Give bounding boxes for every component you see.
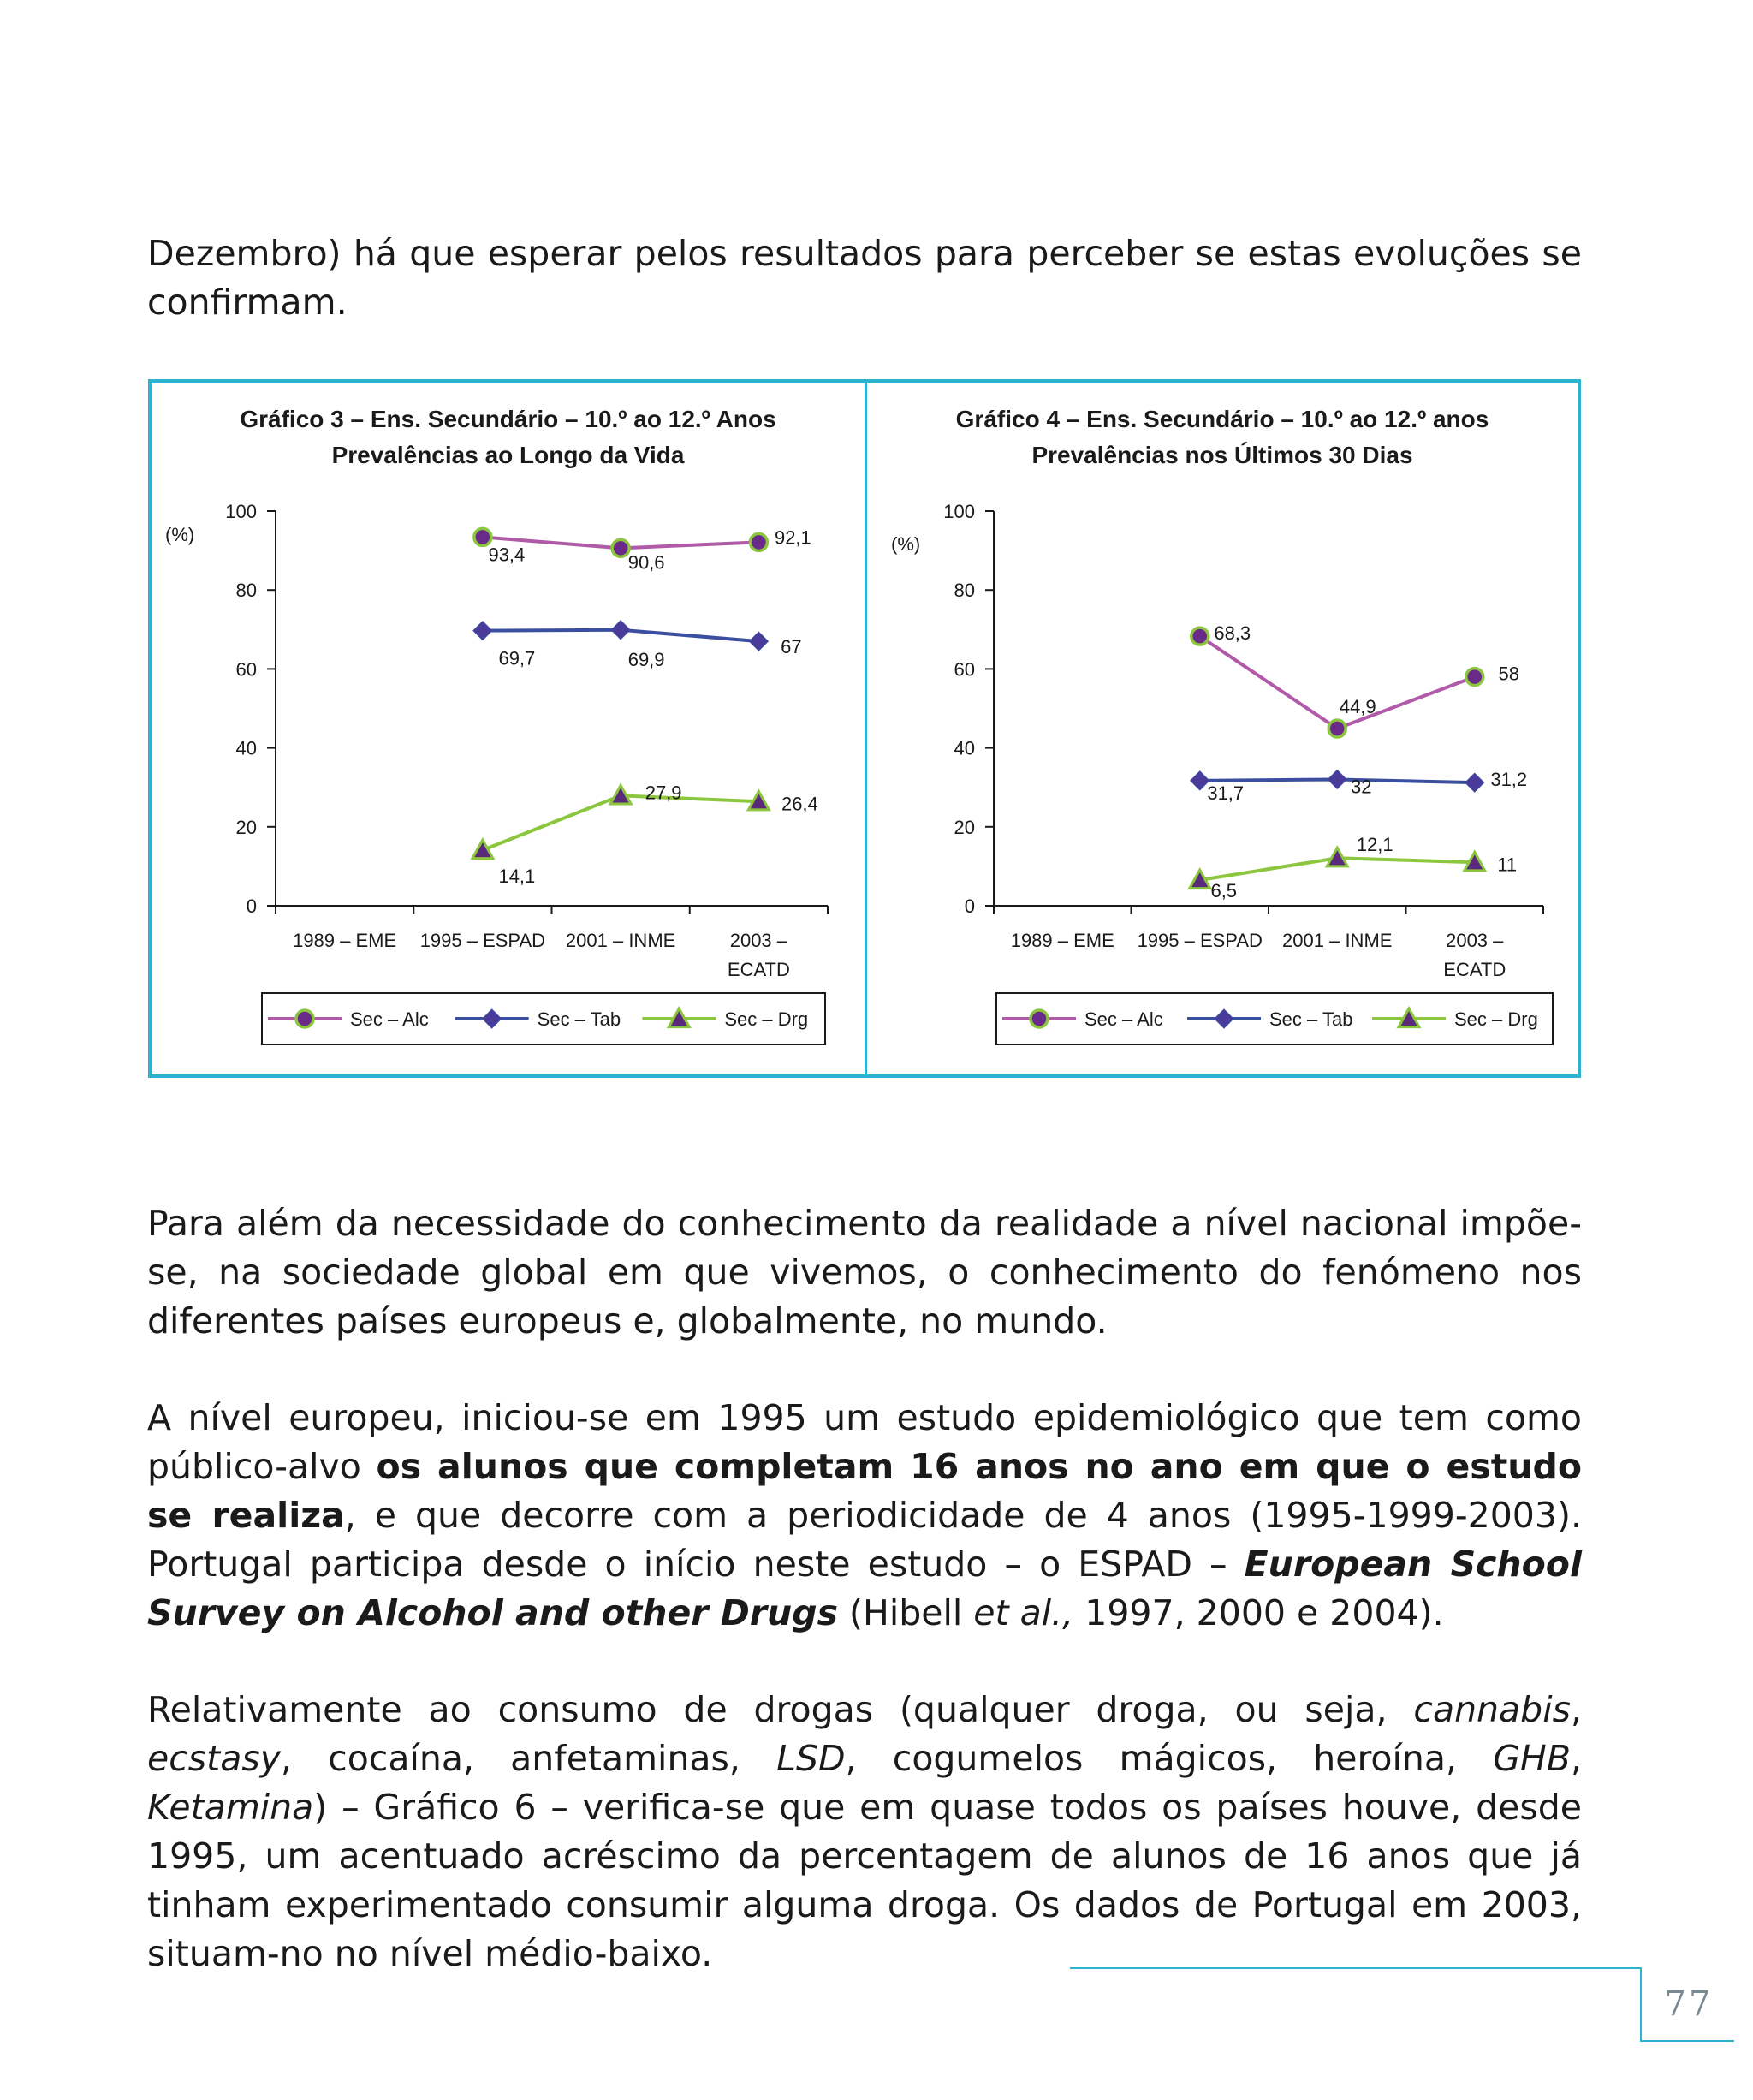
- data-point-alc: [474, 528, 491, 545]
- data-label-drg: 14,1: [498, 865, 536, 887]
- data-label-tab: 31,2: [1490, 769, 1528, 791]
- data-label-alc: 68,3: [1214, 622, 1251, 645]
- drug-lsd: LSD: [776, 1738, 846, 1779]
- drug-cannabis: cannabis: [1413, 1689, 1571, 1730]
- legend-label-tab: Sec – Tab: [537, 1008, 621, 1030]
- legend-marker-alc: [296, 1010, 313, 1027]
- y-tick-label: 60: [954, 658, 975, 681]
- data-point-alc: [1466, 669, 1483, 686]
- y-axis-label: (%): [891, 533, 921, 555]
- data-label-drg: 6,5: [1210, 880, 1238, 902]
- data-point-tab: [749, 632, 768, 651]
- data-label-alc: 58: [1498, 663, 1519, 685]
- y-tick-label: 100: [225, 501, 257, 522]
- y-tick-label: 40: [235, 737, 257, 759]
- drugs-text-e: , cocaína, anfetaminas,: [280, 1738, 777, 1779]
- charts-figure: [148, 379, 1581, 1078]
- x-tick-label: ECATD: [727, 959, 790, 980]
- x-tick-label: 2003 –: [1446, 930, 1504, 951]
- x-tick-label: 2001 – INME: [1282, 930, 1393, 951]
- x-tick-label: 1989 – EME: [1010, 930, 1114, 951]
- data-label-drg: 12,1: [1356, 834, 1393, 856]
- espad-full-name: European School Survey on Alcohol and other Drugs: [147, 1544, 1583, 1633]
- y-tick-label: 80: [954, 580, 975, 602]
- chart-4-plot: [867, 383, 1578, 1074]
- data-label-alc: 44,9: [1339, 696, 1376, 718]
- drugs-text-a: Relativamente ao consumo de drogas (qualquer droga, ou seja,: [147, 1689, 1414, 1730]
- chart-panel-3: [152, 383, 865, 1074]
- chart-3-title-line1: Gráfico 3 – Ens. Secundário – 10.º ao 12.º Anos: [240, 406, 776, 432]
- series-line-alc: [1200, 636, 1475, 729]
- legend-marker-tab: [1215, 1009, 1233, 1028]
- data-label-alc: 93,4: [488, 544, 526, 566]
- footer-corner-rule: [1640, 1967, 1642, 2041]
- page-number: 77: [1664, 1984, 1714, 2024]
- espad-acronym: ESPAD –: [1078, 1544, 1245, 1585]
- data-point-alc: [1191, 628, 1209, 645]
- data-point-tab: [1465, 773, 1484, 792]
- y-tick-label: 60: [235, 658, 257, 681]
- data-label-tab: 69,7: [498, 647, 536, 669]
- y-tick-label: 20: [954, 816, 975, 838]
- x-tick-label: 2001 – INME: [565, 930, 676, 951]
- data-label-drg: 27,9: [645, 782, 682, 804]
- chart-panel-4: [867, 383, 1578, 1074]
- chart-3-legend-items: [263, 994, 824, 1044]
- footer-base-rule: [1640, 2040, 1734, 2042]
- espad-text-a: A nível europeu, iniciou-se em 1995 um estudo epidemiológico que tem como público-alvo: [147, 1397, 1582, 1487]
- drugs-text-c: ,: [1570, 1689, 1582, 1730]
- legend-label-tab: Sec – Tab: [1269, 1008, 1353, 1030]
- legend-marker-alc: [1031, 1010, 1048, 1027]
- chart-4-title-line1: Gráfico 4 – Ens. Secundário – 10.º ao 12.º anos: [955, 406, 1489, 432]
- data-label-alc: 90,6: [627, 551, 665, 574]
- data-point-tab: [611, 621, 630, 640]
- chart-3-legend: [261, 992, 826, 1045]
- legend-label-alc: Sec – Alc: [350, 1008, 429, 1030]
- chart-4-legend: [995, 992, 1554, 1045]
- paragraph-espad: [147, 1394, 1582, 1638]
- drug-ghb: GHB: [1493, 1738, 1571, 1779]
- drug-ketamina: Ketamina: [147, 1787, 314, 1828]
- data-label-tab: 31,7: [1207, 782, 1245, 804]
- y-axis-label: (%): [165, 524, 195, 545]
- data-label-tab: 32: [1351, 776, 1372, 798]
- espad-et-al: et al.,: [973, 1592, 1074, 1633]
- data-point-alc: [612, 539, 629, 556]
- x-tick-label: 2003 –: [729, 930, 788, 951]
- y-tick-label: 0: [964, 895, 975, 917]
- legend-label-drg: Sec – Drg: [1454, 1008, 1538, 1030]
- chart-4-legend-items: [997, 994, 1552, 1044]
- y-tick-label: 40: [954, 737, 975, 759]
- data-label-drg: 26,4: [781, 793, 818, 815]
- data-label-tab: 67: [781, 636, 802, 658]
- espad-bold-target: os alunos que completam 16 anos no ano em que o estudo se realiza: [147, 1446, 1582, 1536]
- espad-text-h: 1997, 2000 e 2004).: [1073, 1592, 1444, 1633]
- paragraph-drugs: [147, 1686, 1582, 1978]
- x-tick-label: 1995 – ESPAD: [419, 930, 546, 951]
- legend-label-alc: Sec – Alc: [1084, 1008, 1163, 1030]
- data-point-tab: [1328, 770, 1346, 788]
- y-tick-label: 80: [235, 580, 257, 602]
- x-tick-label: 1995 – ESPAD: [1137, 930, 1263, 951]
- legend-label-drg: Sec – Drg: [724, 1008, 809, 1030]
- drugs-text-g: , cogumelos mágicos, heroína,: [845, 1738, 1494, 1779]
- data-label-drg: 11: [1497, 854, 1518, 876]
- legend-marker-tab: [483, 1009, 502, 1028]
- drugs-text-i: ,: [1570, 1738, 1582, 1779]
- drugs-text-k: ) – Gráfico 6 – verifica-se que em quase todos os países houve, desde 1995, um acentuado acréscimo da percentagem de alunos de 16 anos que já tinham experimentado consumir alguma droga. Os dados de Portugal em 2003, situam-no no nível médio-baixo.: [147, 1787, 1582, 1974]
- espad-text-f: (Hibell: [837, 1592, 974, 1633]
- x-tick-label: ECATD: [1443, 959, 1506, 980]
- data-label-tab: 69,9: [627, 648, 665, 670]
- data-point-alc: [750, 533, 767, 550]
- x-tick-label: 1989 – EME: [293, 930, 397, 951]
- espad-text-c: , e que decorre com a periodicidade de 4 anos (1995-1999-2003). Portugal participa desde o início neste estudo – o: [147, 1495, 1582, 1585]
- chart-3-title-line2: Prevalências ao Longo da Vida: [331, 442, 685, 468]
- data-point-alc: [1328, 720, 1346, 737]
- drug-ecstasy: ecstasy: [147, 1738, 281, 1779]
- chart-4-title-line2: Prevalências nos Últimos 30 Dias: [1031, 442, 1413, 468]
- paragraph-national-reality: Para além da necessidade do conhecimento da realidade a nível nacional impõe-se, na sociedade global em que vivemos, o conhecimento do fenómeno nos diferentes países europeus e, globalmente, no mundo.: [147, 1203, 1582, 1342]
- data-label-alc: 92,1: [774, 526, 811, 549]
- data-point-tab: [473, 622, 492, 640]
- footer-rule: [1070, 1967, 1642, 1969]
- chart-3-plot: [152, 383, 865, 1074]
- y-tick-label: 100: [943, 501, 975, 522]
- y-tick-label: 20: [235, 816, 257, 838]
- paragraph-intro: Dezembro) há que esperar pelos resultados para perceber se estas evoluções se confirmam.: [147, 233, 1582, 323]
- y-tick-label: 0: [246, 895, 257, 917]
